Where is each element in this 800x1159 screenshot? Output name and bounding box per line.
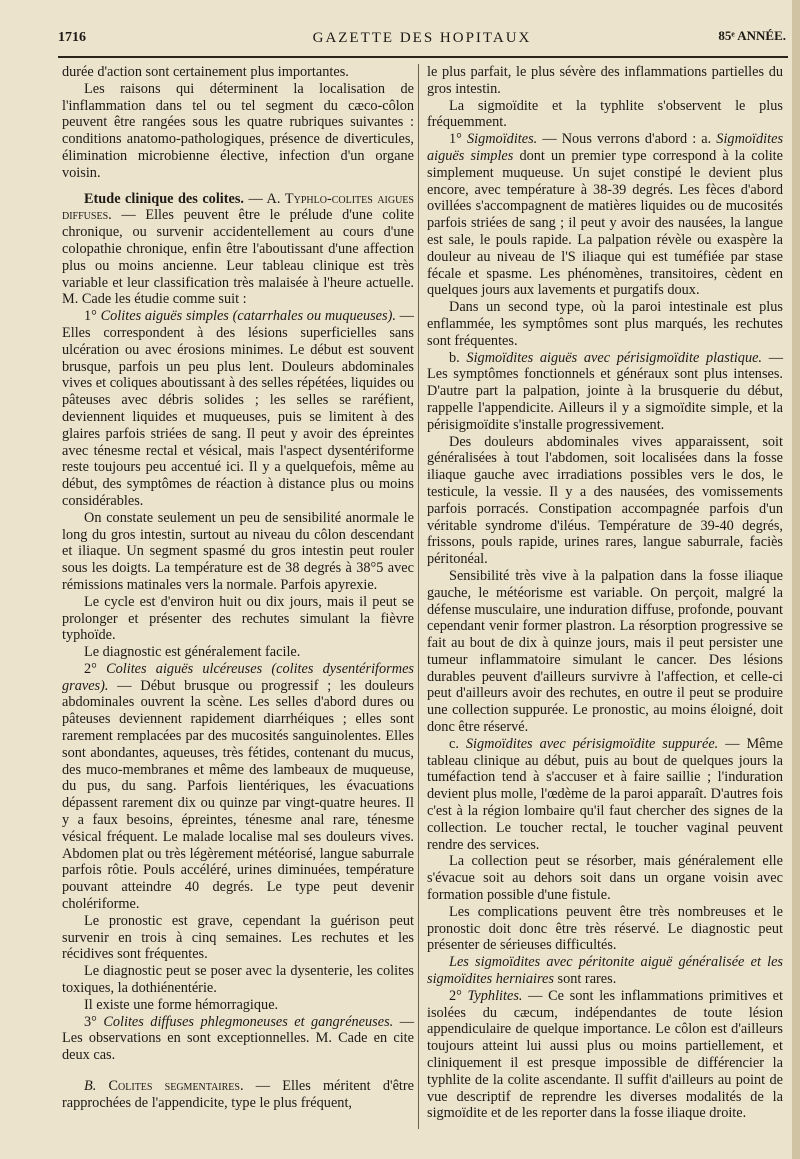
paragraph <box>427 131 783 299</box>
item-title: Colites aiguës ulcéreuses (colites dysentériformes graves). <box>62 660 414 694</box>
subsection-title: Typhlo-colites aigues diffuses. <box>62 190 414 224</box>
paragraph <box>62 661 414 913</box>
paragraph <box>427 954 783 988</box>
paragraph-text: — Elles correspondent à des lésions superficielles sans ulcération ou avec érosions minimes. Le début est souvent brusque, parfois un peu plus lent. Douleurs abdominales vives et coliques aboutissant à des selles répétées, liquides ou pâteuses avec débris solides ; les selles se raréfient, deviennent liquides et muqueuses, puis se limitent à des glaires parfois striées de sang. Il peut y avoir des épreintes avec ténesme rectal et vésical, mais l'aspect dysentériforme reste toujours peu accentué ici. Il y a quelquefois, même au début, des symptômes de réaction à distance plus ou moins considérables. <box>62 308 414 509</box>
paragraph: le plus parfait, le plus sévère des inflammations partielles du gros intestin. <box>427 64 783 97</box>
section-letter: B. <box>84 1078 109 1095</box>
paragraph-text: dont un premier type correspond à la colite simplement muqueuse. Un sujet constipé le devient plus encore, avec température à 38-39 degrés. Les fèces d'abord ovillées s'accompagnent de matières liquides ou de mucosités parfois striées de sang ; il peut y avoir des nausées, la langue est sale, le pouls rapide. La palpation révèle ou exaspère la douleur au niveau de l'S iliaque qui est tuméfiée par stase fécale et spasme. Les phénomènes, transitoires, cèdent en quelques jours aux lavements et purgatifs doux. <box>427 147 783 299</box>
item-title: Sigmoïdites avec périsigmoïdite suppurée. <box>465 735 719 752</box>
paragraph: Les complications peuvent être très nombreuses et le pronostic doit donc être très réservé. Le diagnostic peut présenter de sérieuses difficultés. <box>427 903 783 954</box>
item-number: 1° <box>449 131 467 148</box>
section-heading: Etude clinique des colites. <box>84 190 245 207</box>
page-edge <box>792 0 800 1159</box>
item-number: 3° <box>84 1013 104 1030</box>
paragraph <box>427 736 783 854</box>
item-title: Colites aiguës simples (catarrhales ou muqueuses). <box>100 308 396 325</box>
section-letter: — A. <box>244 190 285 207</box>
volume-year: 85ᵉ ANNÉE. <box>718 28 786 43</box>
paragraph-text: — Début brusque ou progressif ; les douleurs abdominales ouvrent la scène. Les selles d'abord dures ou pâteuses deviennent rapidement diarrhéiques ; elles sont rarement remplacées par des mucosités sanguinolentes. Elles sont abondantes, aqueuses, très fétides, contenant du mucus, des muco-membranes et même des lambeaux de muqueuse, du pus, du sang. Parfois lientériques, les évacuations dépassent rarement dix ou quinze par vingt-quatre heures. Il y a faux besoins, épreintes, ténesme anal rare, ténesme vésical fréquent. Le malade localise mal ses douleurs vives. Abdomen plat ou très légèrement météorisé, langue saburrale parfois rôtie. Pouls accéléré, urines diminuées, température pouvant atteindre 40 degrés. Le type peut devenir cholériforme. <box>62 677 414 913</box>
paragraph: Le pronostic est grave, cependant la guérison peut survenir en trois à cinq semaines. Les rechutes et les récidives sont fréquentes. <box>62 912 414 963</box>
paragraph <box>62 1014 414 1064</box>
item-title: Colites diffuses phlegmoneuses et gangréneuses. <box>103 1013 394 1030</box>
section-paragraph <box>62 191 414 309</box>
paragraph: durée d'action sont certainement plus importantes. <box>62 64 349 80</box>
item-subtitle: Sigmoïdites aiguës simples <box>427 131 784 164</box>
paragraph-text: — Elles méritent d'être rapprochées de l'appendicite, type le plus fréquent, <box>62 1078 414 1111</box>
paragraph-text: — Les symptômes fonctionnels et généraux sont plus intenses. D'autre part la palpation, jointe à la brusquerie du début, rappelle l'appendicite. Ailleurs il y a sigmoïdite simple, et la périsigmoïdite s'installe progressivement. <box>427 349 784 433</box>
item-title: Typhlites. <box>467 987 523 1004</box>
paragraph-text: — Même tableau clinique au début, puis au bout de quelques jours la tuméfaction tend à s'accuser et à faire saillie ; l'induration devient plus molle, l'œdème de la paroi apparaît. D'autres fois c'est à la région lombaire qu'il faut chercher des signes de la collection. Le toucher rectal, le toucher vaginal peuvent rendre des services. <box>427 735 783 853</box>
paragraph: Dans un second type, où la paroi intestinale est plus enflammée, les symptômes sont plus marqués, les rechutes sont fréquentes. <box>427 299 783 349</box>
paragraph: Le diagnostic peut se poser avec la dysenterie, les colites toxiques, la dothiénentérie. <box>62 963 414 997</box>
paragraph: Sensibilité très vive à la palpation dans la fosse iliaque gauche, le météorisme est variable. On perçoit, malgré la défense musculaire, une induration diffuse, profonde, pouvant cependant venir former plastron. La résorption progressive se fait au bout de dix à quinze jours, mais il peut persister une tumeur inflammatoire simulant le cancer. Des lésions durables peuvent d'ailleurs survivre à l'affection, et celle-ci peut d'ailleurs avoir des rechutes, en outre il peut se produire une collection suppurée. Le pronostic, au moins éloigné, doit donc être réservé. <box>427 567 783 736</box>
paragraph: Le diagnostic est généralement facile. <box>84 644 301 661</box>
subsection-title: Colites segmentaires. <box>108 1078 244 1095</box>
item-title: Sigmoïdites. <box>466 131 538 148</box>
paragraph-text: — Nous verrons d'abord : a. <box>537 131 717 148</box>
paragraph: Des douleurs abdominales vives apparaissent, soit généralisées à tout l'abdomen, soit localisées dans la fosse iliaque gauche avec irradiations possibles vers le dos, le testicule, la vessie. Il y a des nausées, des vomissements parfois porracés. Constipation accompagnée parfois d'un véritable syndrome d'iléus. Température de 39-40 degrés, frissons, pouls rapide, urines rares, langue saburrale, faciès péritonéal. <box>427 433 783 568</box>
item-letter: b. <box>449 349 467 366</box>
paragraph <box>62 308 414 510</box>
item-title: Sigmoïdites aiguës avec périsigmoïdite plastique. <box>466 349 763 366</box>
paragraph-text: sont rares. <box>553 971 617 988</box>
paragraph: Les raisons qui déterminent la localisation de l'inflammation dans tel ou tel segment du cæco-côlon peuvent être rangées sous les quatre rubriques suivantes : conditions anatomo-pathologiques, présence de diverticules, élimination microbienne élective, infection d'un organe voisin. <box>62 80 414 181</box>
page-header <box>58 24 786 52</box>
paragraph-text: — Ce sont les inflammations primitives et isolées du cæcum, indépendantes de toute lésion appendiculaire de quelque importance. Le côlon est d'ailleurs toujours atteint lui aussi plus ou moins partiellement, et cliniquement il est presque impossible de différencier la typhlite de la colite ascendante. Il suffit d'ailleurs au point de vue descriptif de reprendre les diverses modalités de la sigmoïdite et de les reporter dans la fosse iliaque droite. <box>427 987 783 1122</box>
journal-title: GAZETTE DES HOPITAUX <box>312 30 532 46</box>
page-number: 1716 <box>58 30 86 45</box>
paragraph: La collection peut se résorber, mais généralement elle s'évacue soit au dehors soit dans un organe voisin avec formation possible d'une fistule. <box>427 853 783 904</box>
paragraph: On constate seulement un peu de sensibilité anormale le long du gros intestin, surtout au niveau du côlon descendant et iliaque. Un segment spasmé du gros intestin peut rouler sous les doigts. La température est de 38 degrés à 38°5 avec rémissions matinales vers la normale. Parfois apyrexie. <box>62 509 414 593</box>
item-letter: c. <box>449 735 466 752</box>
paragraph <box>427 350 783 434</box>
paragraph: Il existe une forme hémorragique. <box>84 996 279 1013</box>
paragraph: La sigmoïdite et la typhlite s'observent le plus fréquemment. <box>427 97 783 131</box>
paragraph: Le cycle est d'environ huit ou dix jours, mais il peut se prolonger et présenter des rechutes simulant la fièvre typhoïde. <box>62 593 414 644</box>
section-paragraph <box>62 1078 414 1112</box>
item-number: 1° <box>84 308 101 325</box>
column-divider <box>418 64 419 1129</box>
item-title: Les sigmoïdites avec péritonite aiguë généralisée et les sigmoïdites herniaires <box>427 954 783 988</box>
item-number: 2° <box>84 660 107 677</box>
item-number: 2° <box>449 987 468 1004</box>
paragraph <box>427 988 783 1122</box>
right-column <box>427 64 783 1122</box>
left-column <box>62 64 414 1112</box>
paragraph-text: — Elles peuvent être le prélude d'une colite chronique, ou survenir accidentellement au cours d'une colopathie chronique, enfin être l'aboutissant d'une affection plus ou moins ancienne. Leur tableau clinique est très variable et leur classification très malaisée à l'heure actuelle. M. Cade les étudie comme suit : <box>62 207 414 308</box>
paragraph-text: — Les observations en sont exceptionnelles. M. Cade en cite deux cas. <box>62 1013 414 1064</box>
header-rule <box>58 56 788 58</box>
